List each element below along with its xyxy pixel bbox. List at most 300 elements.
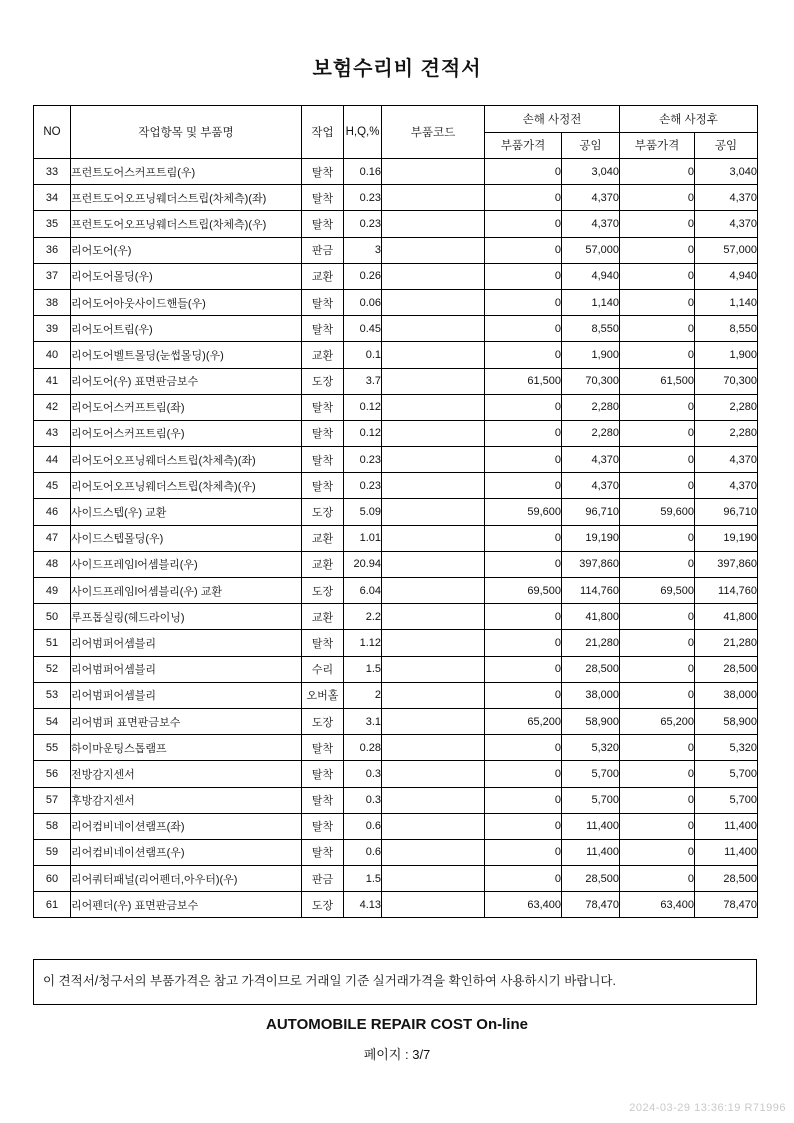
hq-value: 0.45 (344, 316, 382, 342)
item-name: 리어도어오프닝웨더스트립(차체측)(좌) (71, 447, 302, 473)
row-no: 49 (34, 578, 71, 604)
before-labor: 96,710 (562, 499, 620, 525)
table-row (34, 682, 758, 708)
hq-value: 2 (344, 682, 382, 708)
item-name: 사이드프레임l어셈블리(우) (71, 551, 302, 577)
after-part-price: 65,200 (620, 708, 695, 734)
table-row (34, 447, 758, 473)
column-header-item: 작업항목 및 부품명 (71, 106, 302, 159)
work-type: 교환 (302, 551, 344, 577)
part-code (382, 708, 485, 734)
part-code (382, 604, 485, 630)
table-row (34, 342, 758, 368)
hq-value: 0.23 (344, 447, 382, 473)
row-no: 53 (34, 682, 71, 708)
before-part-price: 0 (485, 185, 562, 211)
after-part-price: 0 (620, 630, 695, 656)
row-no: 35 (34, 211, 71, 237)
after-labor: 1,900 (695, 342, 758, 368)
work-type: 도장 (302, 578, 344, 604)
before-part-price: 65,200 (485, 708, 562, 734)
before-part-price: 0 (485, 447, 562, 473)
before-labor: 2,280 (562, 394, 620, 420)
part-code (382, 682, 485, 708)
work-type: 도장 (302, 708, 344, 734)
after-labor: 2,280 (695, 394, 758, 420)
row-no: 56 (34, 761, 71, 787)
item-name: 리어도어벨트몰딩(눈썹몰딩)(우) (71, 342, 302, 368)
hq-value: 0.12 (344, 394, 382, 420)
before-labor: 1,140 (562, 289, 620, 315)
item-name: 사이드스텝(우) 교환 (71, 499, 302, 525)
row-no: 36 (34, 237, 71, 263)
part-code (382, 316, 485, 342)
before-labor: 28,500 (562, 866, 620, 892)
before-labor: 70,300 (562, 368, 620, 394)
notice-box (33, 959, 757, 1005)
before-labor: 21,280 (562, 630, 620, 656)
row-no: 47 (34, 525, 71, 551)
work-type: 탈착 (302, 211, 344, 237)
hq-value: 2.2 (344, 604, 382, 630)
after-part-price: 0 (620, 289, 695, 315)
after-part-price: 0 (620, 394, 695, 420)
before-part-price: 0 (485, 813, 562, 839)
row-no: 54 (34, 708, 71, 734)
hq-value: 0.23 (344, 185, 382, 211)
before-labor: 19,190 (562, 525, 620, 551)
after-part-price: 0 (620, 420, 695, 446)
repair-estimate-table (33, 105, 758, 918)
table-row (34, 578, 758, 604)
after-labor: 8,550 (695, 316, 758, 342)
page-title: 보험수리비 견적서 (312, 58, 482, 80)
item-name: 프런트도어스커프트림(우) (71, 159, 302, 185)
before-part-price: 0 (485, 211, 562, 237)
row-no: 40 (34, 342, 71, 368)
table-row (34, 394, 758, 420)
after-part-price: 0 (620, 237, 695, 263)
column-header-before-labor: 공임 (562, 132, 620, 159)
item-name: 리어컴비네이션램프(좌) (71, 813, 302, 839)
after-labor: 5,700 (695, 761, 758, 787)
work-type: 탈착 (302, 735, 344, 761)
before-part-price: 0 (485, 263, 562, 289)
after-labor: 78,470 (695, 892, 758, 918)
item-name: 리어범퍼어셈블리 (71, 682, 302, 708)
after-part-price: 0 (620, 839, 695, 865)
timestamp-watermark: 2024-03-29 13:36:19 R71996 (629, 1102, 786, 1114)
row-no: 60 (34, 866, 71, 892)
item-name: 리어도어트림(우) (71, 316, 302, 342)
brand-text: AUTOMOBILE REPAIR COST On-line (266, 1016, 528, 1033)
part-code (382, 159, 485, 185)
table-row (34, 237, 758, 263)
after-labor: 28,500 (695, 656, 758, 682)
table-row (34, 211, 758, 237)
after-part-price: 0 (620, 604, 695, 630)
after-labor: 3,040 (695, 159, 758, 185)
work-type: 탈착 (302, 289, 344, 315)
item-name: 리어도어(우) 표면판금보수 (71, 368, 302, 394)
part-code (382, 263, 485, 289)
before-part-price: 69,500 (485, 578, 562, 604)
notice-text: 이 견적서/청구서의 부품가격은 참고 가격이므로 거래일 기준 실거래가격을 확인하여 사용하시기 바랍니다. (43, 974, 616, 988)
table-header (34, 106, 758, 159)
before-labor: 8,550 (562, 316, 620, 342)
after-part-price: 61,500 (620, 368, 695, 394)
before-labor: 4,370 (562, 447, 620, 473)
table-row (34, 263, 758, 289)
work-type: 도장 (302, 368, 344, 394)
work-type: 탈착 (302, 447, 344, 473)
column-header-after-part-price: 부품가격 (620, 132, 695, 159)
table-row (34, 787, 758, 813)
after-labor: 41,800 (695, 604, 758, 630)
column-header-before-part-price: 부품가격 (485, 132, 562, 159)
item-name: 사이드스텝몰딩(우) (71, 525, 302, 551)
item-name: 리어펜더(우) 표면판금보수 (71, 892, 302, 918)
item-name: 루프톱실링(헤드라이닝) (71, 604, 302, 630)
row-no: 42 (34, 394, 71, 420)
row-no: 46 (34, 499, 71, 525)
part-code (382, 368, 485, 394)
after-part-price: 63,400 (620, 892, 695, 918)
item-name: 리어컴비네이션램프(우) (71, 839, 302, 865)
column-group-before-assessment: 손해 사정전 (485, 106, 620, 133)
after-labor: 19,190 (695, 525, 758, 551)
part-code (382, 342, 485, 368)
row-no: 50 (34, 604, 71, 630)
row-no: 59 (34, 839, 71, 865)
before-labor: 2,280 (562, 420, 620, 446)
after-labor: 11,400 (695, 813, 758, 839)
after-part-price: 0 (620, 866, 695, 892)
work-type: 탈착 (302, 420, 344, 446)
work-type: 탈착 (302, 316, 344, 342)
table-row (34, 159, 758, 185)
table-row (34, 761, 758, 787)
column-header-no: NO (34, 106, 71, 159)
hq-value: 3 (344, 237, 382, 263)
column-header-hq: H,Q,% (344, 106, 382, 159)
after-part-price: 0 (620, 159, 695, 185)
part-code (382, 787, 485, 813)
hq-value: 0.3 (344, 761, 382, 787)
part-code (382, 289, 485, 315)
item-name: 하이마운팅스톱램프 (71, 735, 302, 761)
after-part-price: 0 (620, 211, 695, 237)
after-labor: 4,370 (695, 185, 758, 211)
table-row (34, 499, 758, 525)
item-name: 프런트도어오프닝웨더스트립(차체측)(우) (71, 211, 302, 237)
item-name: 리어도어오프닝웨더스트립(차체측)(우) (71, 473, 302, 499)
before-labor: 38,000 (562, 682, 620, 708)
before-labor: 57,000 (562, 237, 620, 263)
row-no: 41 (34, 368, 71, 394)
before-labor: 4,370 (562, 211, 620, 237)
table-row (34, 289, 758, 315)
row-no: 45 (34, 473, 71, 499)
before-labor: 28,500 (562, 656, 620, 682)
after-labor: 57,000 (695, 237, 758, 263)
after-labor: 38,000 (695, 682, 758, 708)
after-labor: 58,900 (695, 708, 758, 734)
before-part-price: 0 (485, 289, 562, 315)
hq-value: 0.3 (344, 787, 382, 813)
hq-value: 0.6 (344, 839, 382, 865)
before-part-price: 0 (485, 237, 562, 263)
hq-value: 4.13 (344, 892, 382, 918)
work-type: 탈착 (302, 394, 344, 420)
row-no: 61 (34, 892, 71, 918)
after-labor: 4,940 (695, 263, 758, 289)
item-name: 리어도어스커프트림(좌) (71, 394, 302, 420)
item-name: 후방감지센서 (71, 787, 302, 813)
after-labor: 2,280 (695, 420, 758, 446)
table-row (34, 735, 758, 761)
table-body (34, 159, 758, 918)
hq-value: 6.04 (344, 578, 382, 604)
after-part-price: 0 (620, 342, 695, 368)
hq-value: 0.23 (344, 211, 382, 237)
hq-value: 20.94 (344, 551, 382, 577)
work-type: 오버홀 (302, 682, 344, 708)
work-type: 탈착 (302, 630, 344, 656)
after-part-price: 0 (620, 813, 695, 839)
hq-value: 1.12 (344, 630, 382, 656)
part-code (382, 420, 485, 446)
after-labor: 70,300 (695, 368, 758, 394)
hq-value: 0.28 (344, 735, 382, 761)
row-no: 58 (34, 813, 71, 839)
item-name: 리어범퍼어셈블리 (71, 630, 302, 656)
row-no: 57 (34, 787, 71, 813)
item-name: 리어도어아웃사이드핸들(우) (71, 289, 302, 315)
table-row (34, 839, 758, 865)
hq-value: 0.6 (344, 813, 382, 839)
after-part-price: 0 (620, 735, 695, 761)
row-no: 37 (34, 263, 71, 289)
hq-value: 1.01 (344, 525, 382, 551)
table-row (34, 185, 758, 211)
after-part-price: 0 (620, 316, 695, 342)
item-name: 전방감지센서 (71, 761, 302, 787)
part-code (382, 447, 485, 473)
after-part-price: 0 (620, 682, 695, 708)
before-labor: 4,370 (562, 185, 620, 211)
before-part-price: 0 (485, 787, 562, 813)
hq-value: 5.09 (344, 499, 382, 525)
before-part-price: 0 (485, 159, 562, 185)
after-part-price: 0 (620, 761, 695, 787)
before-part-price: 0 (485, 656, 562, 682)
work-type: 교환 (302, 263, 344, 289)
after-part-price: 0 (620, 473, 695, 499)
after-part-price: 69,500 (620, 578, 695, 604)
before-labor: 1,900 (562, 342, 620, 368)
work-type: 탈착 (302, 761, 344, 787)
hq-value: 0.16 (344, 159, 382, 185)
row-no: 34 (34, 185, 71, 211)
before-part-price: 0 (485, 342, 562, 368)
after-part-price: 0 (620, 447, 695, 473)
row-no: 51 (34, 630, 71, 656)
before-labor: 4,940 (562, 263, 620, 289)
table-row (34, 656, 758, 682)
row-no: 52 (34, 656, 71, 682)
part-code (382, 839, 485, 865)
before-labor: 114,760 (562, 578, 620, 604)
item-name: 사이드프레임l어셈블리(우) 교환 (71, 578, 302, 604)
table-row (34, 368, 758, 394)
hq-value: 0.12 (344, 420, 382, 446)
item-name: 프런트도어오프닝웨더스트립(차체측)(좌) (71, 185, 302, 211)
work-type: 탈착 (302, 473, 344, 499)
work-type: 탈착 (302, 839, 344, 865)
row-no: 39 (34, 316, 71, 342)
row-no: 55 (34, 735, 71, 761)
item-name: 리어도어스커프트림(우) (71, 420, 302, 446)
before-labor: 397,860 (562, 551, 620, 577)
hq-value: 3.1 (344, 708, 382, 734)
table-row (34, 316, 758, 342)
part-code (382, 211, 485, 237)
before-part-price: 0 (485, 551, 562, 577)
row-no: 48 (34, 551, 71, 577)
part-code (382, 551, 485, 577)
work-type: 교환 (302, 525, 344, 551)
table-row (34, 892, 758, 918)
after-labor: 11,400 (695, 839, 758, 865)
after-labor: 4,370 (695, 211, 758, 237)
column-header-work: 작업 (302, 106, 344, 159)
work-type: 탈착 (302, 813, 344, 839)
after-labor: 397,860 (695, 551, 758, 577)
item-name: 리어도어몰딩(우) (71, 263, 302, 289)
hq-value: 0.23 (344, 473, 382, 499)
after-part-price: 0 (620, 525, 695, 551)
after-labor: 96,710 (695, 499, 758, 525)
part-code (382, 578, 485, 604)
before-part-price: 0 (485, 525, 562, 551)
before-part-price: 0 (485, 839, 562, 865)
work-type: 탈착 (302, 185, 344, 211)
work-type: 도장 (302, 892, 344, 918)
after-labor: 1,140 (695, 289, 758, 315)
work-type: 수리 (302, 656, 344, 682)
table-row (34, 551, 758, 577)
before-labor: 5,320 (562, 735, 620, 761)
after-labor: 21,280 (695, 630, 758, 656)
work-type: 교환 (302, 342, 344, 368)
part-code (382, 892, 485, 918)
after-part-price: 0 (620, 656, 695, 682)
before-part-price: 0 (485, 604, 562, 630)
before-part-price: 0 (485, 682, 562, 708)
part-code (382, 473, 485, 499)
item-name: 리어범퍼 표면판금보수 (71, 708, 302, 734)
item-name: 리어범퍼어셈블리 (71, 656, 302, 682)
before-labor: 58,900 (562, 708, 620, 734)
before-part-price: 0 (485, 394, 562, 420)
work-type: 탈착 (302, 159, 344, 185)
before-part-price: 0 (485, 761, 562, 787)
column-header-part-code: 부품코드 (382, 106, 485, 159)
before-labor: 4,370 (562, 473, 620, 499)
after-labor: 5,700 (695, 787, 758, 813)
row-no: 38 (34, 289, 71, 315)
before-part-price: 0 (485, 866, 562, 892)
before-part-price: 59,600 (485, 499, 562, 525)
before-part-price: 0 (485, 316, 562, 342)
after-labor: 114,760 (695, 578, 758, 604)
table-row (34, 473, 758, 499)
item-name: 리어쿼터패널(리어펜더,아우터)(우) (71, 866, 302, 892)
before-labor: 11,400 (562, 839, 620, 865)
hq-value: 0.06 (344, 289, 382, 315)
work-type: 도장 (302, 499, 344, 525)
before-part-price: 0 (485, 630, 562, 656)
part-code (382, 499, 485, 525)
part-code (382, 656, 485, 682)
after-part-price: 0 (620, 263, 695, 289)
work-type: 교환 (302, 604, 344, 630)
table-row (34, 630, 758, 656)
table-row (34, 813, 758, 839)
table-row (34, 525, 758, 551)
table-row (34, 420, 758, 446)
after-labor: 5,320 (695, 735, 758, 761)
part-code (382, 394, 485, 420)
item-name: 리어도어(우) (71, 237, 302, 263)
before-part-price: 63,400 (485, 892, 562, 918)
part-code (382, 630, 485, 656)
row-no: 43 (34, 420, 71, 446)
before-part-price: 61,500 (485, 368, 562, 394)
row-no: 33 (34, 159, 71, 185)
page-indicator: 페이지 : 3/7 (363, 1047, 431, 1062)
row-no: 44 (34, 447, 71, 473)
hq-value: 0.26 (344, 263, 382, 289)
after-part-price: 0 (620, 551, 695, 577)
table-row (34, 866, 758, 892)
after-part-price: 59,600 (620, 499, 695, 525)
after-part-price: 0 (620, 185, 695, 211)
after-labor: 4,370 (695, 447, 758, 473)
table-row (34, 708, 758, 734)
before-labor: 41,800 (562, 604, 620, 630)
work-type: 판금 (302, 866, 344, 892)
hq-value: 1.5 (344, 866, 382, 892)
part-code (382, 237, 485, 263)
work-type: 판금 (302, 237, 344, 263)
hq-value: 0.1 (344, 342, 382, 368)
after-labor: 28,500 (695, 866, 758, 892)
before-labor: 78,470 (562, 892, 620, 918)
column-header-after-labor: 공임 (695, 132, 758, 159)
part-code (382, 185, 485, 211)
before-labor: 5,700 (562, 761, 620, 787)
part-code (382, 866, 485, 892)
table-row (34, 604, 758, 630)
work-type: 탈착 (302, 787, 344, 813)
before-part-price: 0 (485, 473, 562, 499)
part-code (382, 525, 485, 551)
part-code (382, 813, 485, 839)
part-code (382, 761, 485, 787)
before-part-price: 0 (485, 420, 562, 446)
